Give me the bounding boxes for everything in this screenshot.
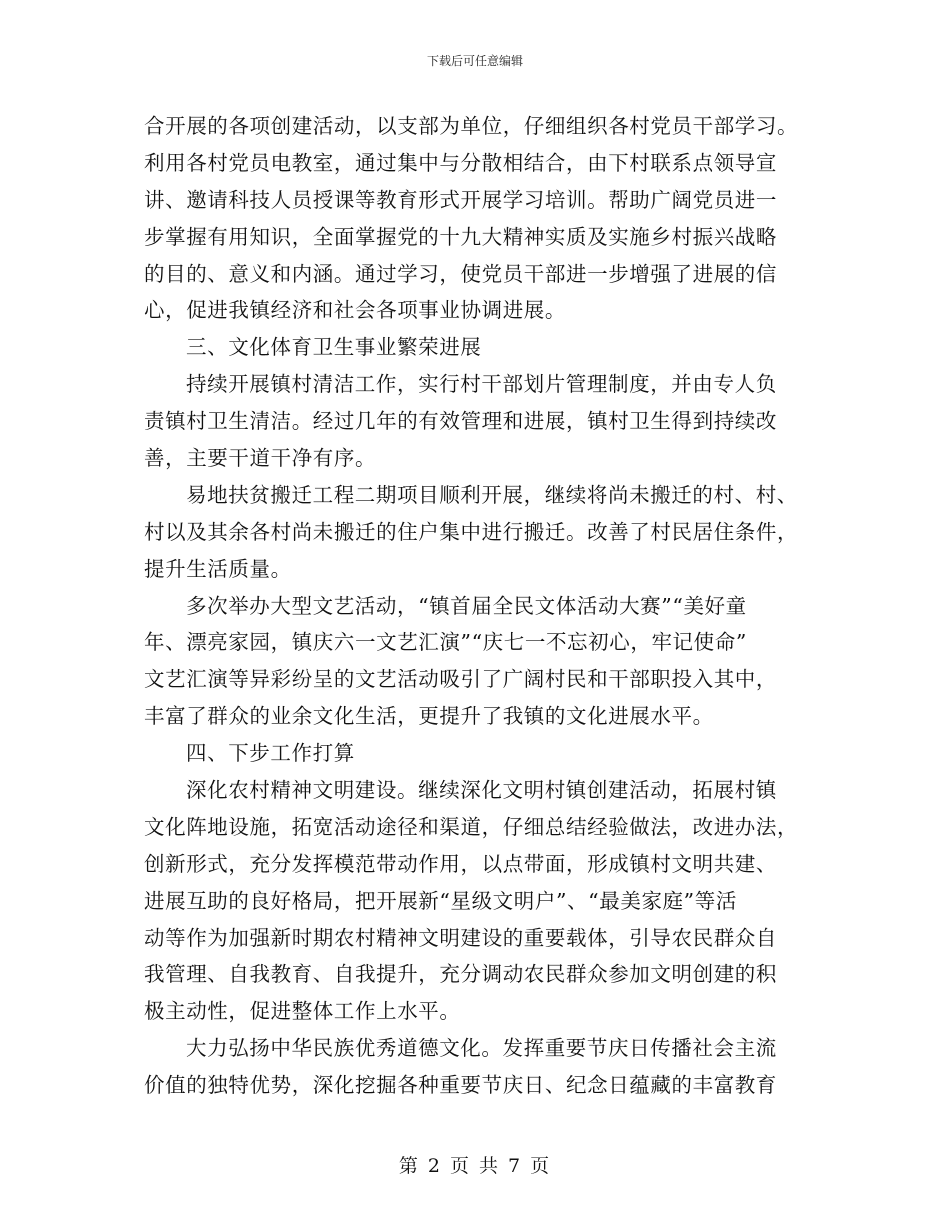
text-line: 动等作为加强新时期农村精神文明建设的重要载体，引导农民群众自	[144, 925, 777, 950]
text-line: 年、漂亮家园，镇庆六一文艺汇演”“庆七一不忘初心，牢记使命”	[144, 630, 747, 655]
text-line: 价值的独特优势，深化挖掘各种重要节庆日、纪念日蕴藏的丰富教育	[144, 1073, 777, 1098]
section-heading: 四、下步工作打算	[186, 741, 355, 766]
text-line: 丰富了群众的业余文化生活，更提升了我镇的文化进展水平。	[144, 704, 714, 729]
body-text	[144, 108, 814, 1104]
page-number-footer: 第 2 页 共 7 页	[398, 1155, 552, 1177]
text-line: 创新形式，充分发挥模范带动作用，以点带面，形成镇村文明共建、	[144, 851, 777, 876]
text-line: 合开展的各项创建活动，以支部为单位，仔细组织各村党员干部学习。	[144, 114, 799, 138]
text-line: 提升生活质量。	[144, 556, 292, 581]
text-line: 极主动性，促进整体工作上水平。	[144, 999, 461, 1024]
text-line: 我管理、自我教育、自我提升，充分调动农民群众参加文明创建的积	[144, 962, 777, 987]
text-line: 进展互助的良好格局，把开展新“星级文明户”、“最美家庭”等活	[144, 888, 737, 913]
page-header: 下载后可任意编辑	[426, 54, 523, 68]
text-line: 利用各村党员电教室，通过集中与分散相结合，由下村联系点领导宣	[144, 150, 777, 175]
text-line: 村以及其余各村尚未搬迁的住户集中进行搬迁。改善了村民居住条件，	[144, 519, 799, 544]
paragraph-start: 持续开展镇村清洁工作，实行村干部划片管理制度，并由专人负	[186, 372, 777, 397]
text-line: 的目的、意义和内涵。通过学习，使党员干部进一步增强了进展的信	[144, 261, 777, 286]
section-heading: 三、文化体育卫生事业繁荣进展	[186, 335, 482, 360]
text-line: 步掌握有用知识，全面掌握党的十九大精神实质及实施乡村振兴战略	[144, 224, 777, 249]
text-line: 善，主要干道干净有序。	[144, 446, 377, 471]
text-line: 责镇村卫生清洁。经过几年的有效管理和进展，镇村卫生得到持续改	[144, 409, 777, 434]
text-line: 讲、邀请科技人员授课等教育形式开展学习培训。帮助广阔党员进一	[144, 187, 777, 212]
paragraph-start: 深化农村精神文明建设。继续深化文明村镇创建活动，拓展村镇	[186, 778, 777, 803]
paragraph-start: 易地扶贫搬迁工程二期项目顺利开展，继续将尚未搬迁的村、村、	[186, 482, 798, 507]
text-line: 文化阵地设施，拓宽活动途径和渠道，仔细总结经验做法，改进办法，	[144, 814, 799, 839]
text-line: 文艺汇演等异彩纷呈的文艺活动吸引了广阔村民和干部职投入其中，	[144, 667, 777, 692]
paragraph-start: 大力弘扬中华民族优秀道德文化。发挥重要节庆日传播社会主流	[186, 1036, 777, 1061]
paragraph-start: 多次举办大型文艺活动，“镇首届全民文体活动大赛”“美好童	[186, 593, 747, 618]
text-line: 心，促进我镇经济和社会各项事业协调进展。	[144, 298, 566, 323]
